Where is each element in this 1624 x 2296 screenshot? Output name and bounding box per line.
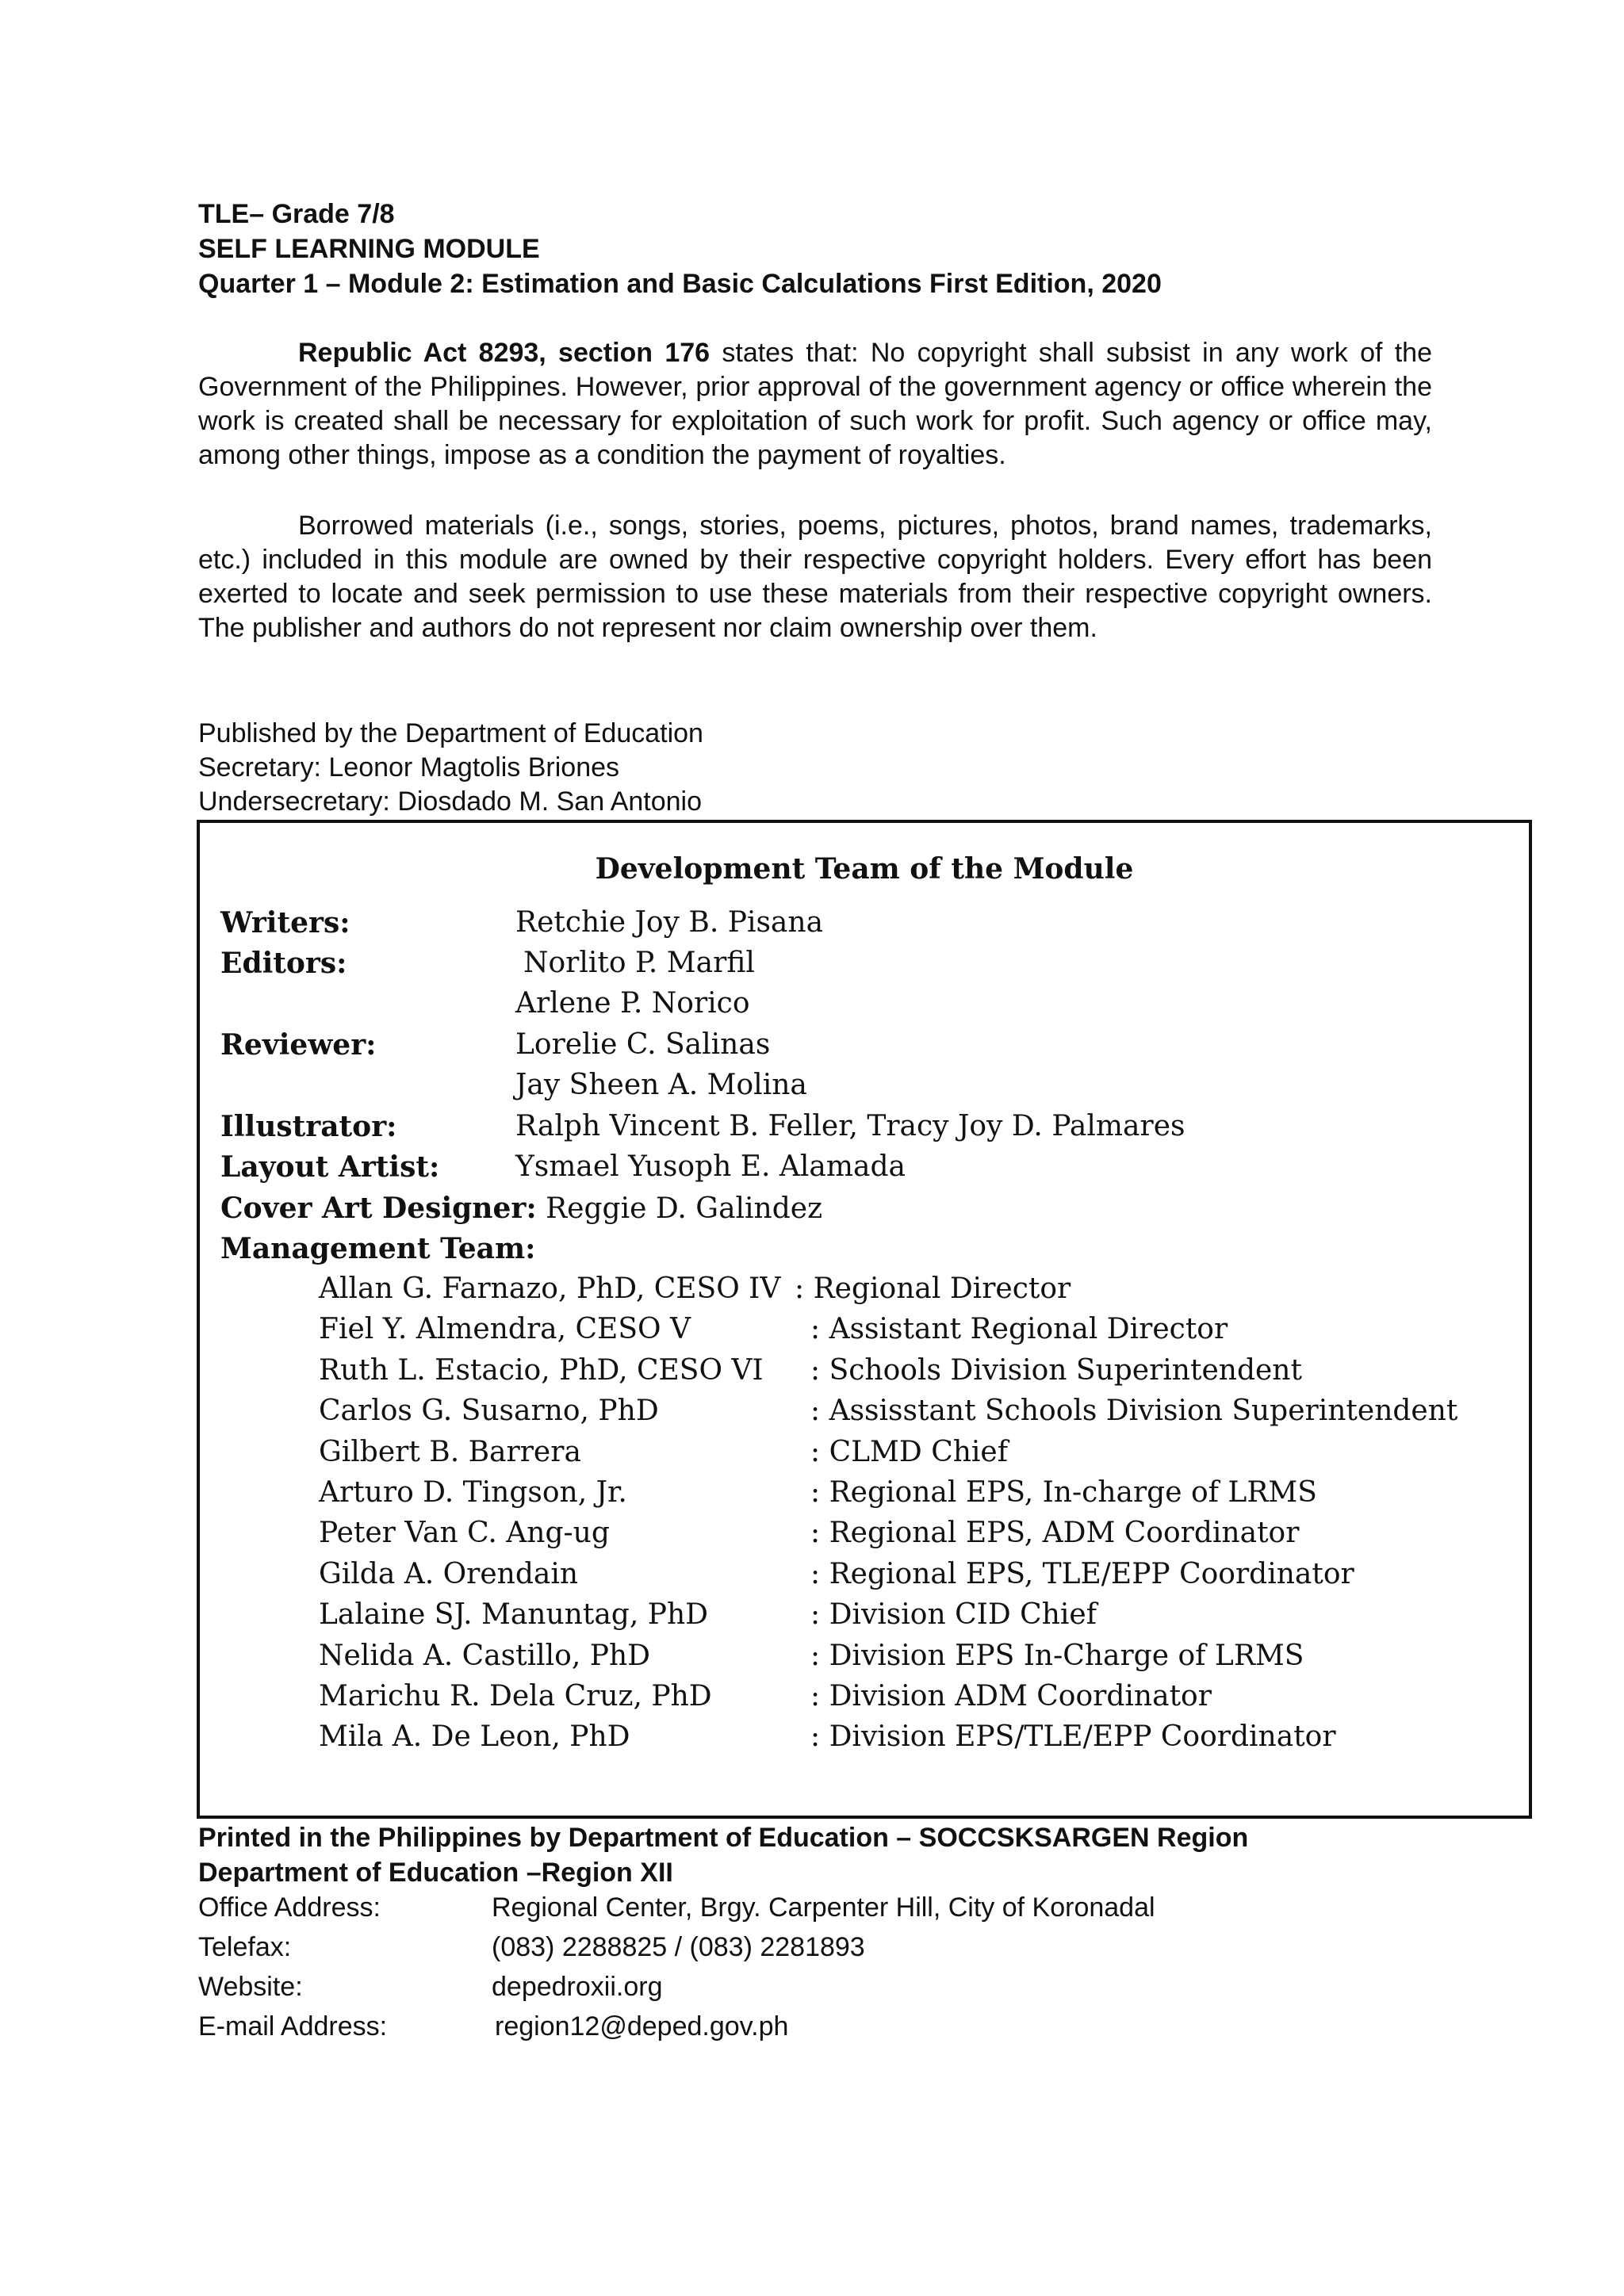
management-member-role: : Regional Director [795, 1272, 1071, 1305]
management-member-name: Gilda A. Orendain [319, 1558, 579, 1590]
management-member-role: : Assisstant Schools Division Superintendent [810, 1395, 1458, 1427]
management-member-name: Nelida A. Castillo, PhD [319, 1640, 650, 1672]
writers-label: Writers: [220, 906, 350, 939]
grade-heading: TLE– Grade 7/8 [198, 199, 395, 229]
team-title: Development Team of the Module [595, 852, 1134, 886]
cover-art-designer-label-text: Cover Art Designer: [220, 1192, 537, 1225]
management-member-role: : Schools Division Superintendent [810, 1354, 1302, 1387]
copyright-paragraph [198, 336, 1432, 473]
reviewer-name: Lorelie C. Salinas [515, 1028, 771, 1061]
republic-act-reference: Republic Act 8293, section 176 [298, 338, 710, 368]
undersecretary: Undersecretary: Diosdado M. San Antonio [198, 786, 703, 817]
website-label: Website: [198, 1972, 303, 2002]
management-member-role: : Regional EPS, TLE/EPP Coordinator [810, 1558, 1354, 1590]
telefax-label: Telefax: [198, 1932, 292, 1962]
reviewer-name: Jay Sheen A. Molina [515, 1069, 807, 1101]
email-label: E-mail Address: [198, 2011, 388, 2042]
management-member-role: : CLMD Chief [810, 1436, 1009, 1468]
module-title-heading: Quarter 1 – Module 2: Estimation and Basic Calculations First Edition, 2020 [198, 269, 1162, 299]
cover-art-designer-name: Reggie D. Galindez [546, 1192, 823, 1225]
management-member-name: Mila A. De Leon, PhD [319, 1720, 630, 1753]
department-region: Department of Education –Region XII [198, 1858, 673, 1888]
management-member-name: Marichu R. Dela Cruz, PhD [319, 1680, 712, 1712]
writer-name: Retchie Joy B. Pisana [515, 906, 824, 939]
management-member-role: : Assistant Regional Director [810, 1313, 1228, 1345]
office-address-label: Office Address: [198, 1892, 381, 1923]
management-member-name: Gilbert B. Barrera [319, 1436, 581, 1468]
management-team-label: Management Team: [220, 1232, 536, 1265]
cover-art-designer-label [220, 1191, 822, 1226]
management-member-name: Ruth L. Estacio, PhD, CESO VI [319, 1354, 764, 1387]
copyright-text: states that: No copyright shall subsist in any work of the Government of the Philippines. However, prior approval of the government agency or office wherein the work is created shall be necessary for exploitation of such work for profit. Such agency or office may, among other things, impose as a condition the payment of royalties. [198, 338, 1432, 470]
layout-artist-name: Ysmael Yusoph E. Alamada [515, 1150, 906, 1183]
editor-name: Norlito P. Marfil [523, 947, 755, 979]
management-member-name: Allan G. Farnazo, PhD, CESO IV [319, 1272, 781, 1305]
illustrator-label: Illustrator: [220, 1110, 397, 1143]
printed-by: Printed in the Philippines by Department of Education – SOCCSKSARGEN Region [198, 1823, 1249, 1853]
published-by: Published by the Department of Education [198, 718, 703, 748]
secretary: Secretary: Leonor Magtolis Briones [198, 752, 620, 783]
module-type-heading: SELF LEARNING MODULE [198, 234, 540, 264]
management-member-name: Lalaine SJ. Manuntag, PhD [319, 1598, 708, 1631]
management-member-name: Carlos G. Susarno, PhD [319, 1395, 659, 1427]
reviewer-label: Reviewer: [220, 1028, 377, 1062]
management-member-name: Arturo D. Tingson, Jr. [319, 1476, 627, 1509]
layout-artist-label: Layout Artist: [220, 1150, 440, 1184]
management-member-name: Peter Van C. Ang-ug [319, 1517, 610, 1549]
management-member-role: : Division CID Chief [810, 1598, 1097, 1631]
development-team-box [197, 820, 1532, 1819]
editor-name: Arlene P. Norico [515, 987, 750, 1020]
borrowed-materials-paragraph: Borrowed materials (i.e., songs, stories, poems, pictures, photos, brand names, trademarks, etc.) included in this module are owned by their respective copyright holders. Every effort has been exerted to locate and seek permission to use these materials from their respective copyright owners. The publisher and authors do not represent nor claim ownership over them. [198, 511, 1432, 643]
management-member-role: : Division EPS In-Charge of LRMS [810, 1640, 1304, 1672]
editors-label: Editors: [220, 947, 347, 980]
telefax: (083) 2288825 / (083) 2281893 [492, 1932, 865, 1962]
management-member-role: : Division EPS/TLE/EPP Coordinator [810, 1720, 1336, 1753]
illustrator-name: Ralph Vincent B. Feller, Tracy Joy D. Palmares [515, 1110, 1185, 1142]
management-member-role: : Division ADM Coordinator [810, 1680, 1212, 1712]
management-member-name: Fiel Y. Almendra, CESO V [319, 1313, 691, 1345]
management-member-role: : Regional EPS, ADM Coordinator [810, 1517, 1300, 1549]
website-link[interactable]: depedroxii.org [492, 1972, 663, 2002]
office-address: Regional Center, Brgy. Carpenter Hill, City of Koronadal [492, 1892, 1155, 1923]
email-link[interactable]: region12@deped.gov.ph [495, 2011, 789, 2042]
management-member-role: : Regional EPS, In-charge of LRMS [810, 1476, 1317, 1509]
